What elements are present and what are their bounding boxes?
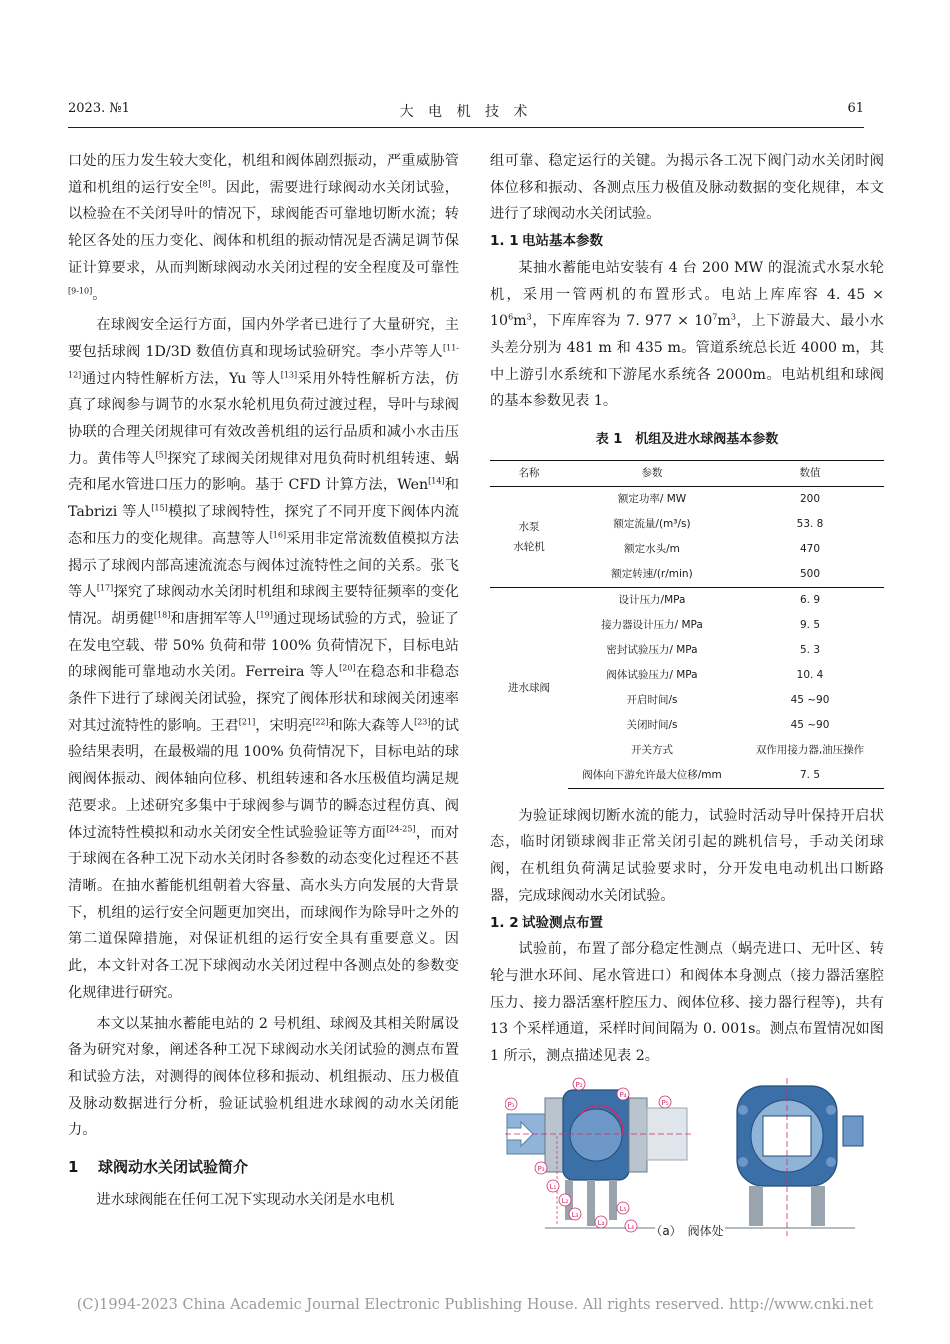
citation: [13] <box>280 369 298 379</box>
text-run: 。 <box>92 286 107 303</box>
bolt <box>738 1105 748 1115</box>
table-cell: 9. 5 <box>799 618 821 631</box>
measurement-point-label: P₃ <box>537 1165 545 1173</box>
table-cell: 额定流量/(m³/s) <box>613 517 691 530</box>
citation: [15] <box>151 503 168 513</box>
citation: [8] <box>199 178 211 188</box>
parameters-table <box>490 460 884 789</box>
figure-caption: （a） 阀体处 <box>650 1224 724 1238</box>
text-run: 探究了球阀动水关闭时机组和球阀主要特征频率的变化情况。胡勇健 <box>68 584 459 627</box>
section-heading <box>68 1154 459 1181</box>
section-title: 球阀动水关闭试验简介 <box>98 1158 249 1177</box>
text-run: 某抽水蓄能电站安装有 4 台 200 MW 的混流式水泵水轮机，采用一管两机的布置形式。电站上库库容 4. 45 × 10 <box>490 259 884 330</box>
citation: [24-25] <box>386 823 416 833</box>
paragraph: 本文以某抽水蓄能电站的 2 号机组、球阀及其相关附属设备为研究对象，阐述各种工况下球阀动水关闭试验的测点布置和试验方法，对测得的阀体位移和振动、机组振动、压力极值及脉动数据进行分析，验证试验机组进水球阀的动水关闭能力。 <box>68 1015 459 1139</box>
left-column <box>68 148 459 1213</box>
text-run: 采用非定常流数值模拟方法揭示了球阀内部高速流流态与阀体过流特性之间的关系。张飞等人 <box>68 530 459 601</box>
column-header: 参数 <box>568 460 736 486</box>
table-cell: 设计压力/MPa <box>568 587 736 613</box>
bolt <box>738 1157 748 1167</box>
table-cell: 5. 3 <box>799 643 821 656</box>
subsection-number: 1. 2 <box>490 914 519 931</box>
subsection-heading <box>490 910 884 937</box>
table-caption: 表 1 机组及进水球阀基本参数 <box>595 432 779 448</box>
copyright-footer: (C)1994-2023 China Academic Journal Electronic Publishing House. All rights reserved. http://www.cnki.net <box>76 1297 874 1313</box>
journal-issue: 2023. №1 <box>68 101 130 116</box>
valve-front-view <box>725 1078 863 1236</box>
text-run: ，宋明亮 <box>255 717 313 734</box>
paragraph: 进水球阀能在任何工况下实现动水关闭是水电机 <box>96 1191 395 1208</box>
citation: [11-12] <box>68 343 459 379</box>
valve-rotor <box>570 1109 622 1161</box>
table-cell: 6. 9 <box>736 587 884 613</box>
unit: m <box>717 313 731 330</box>
table-cell: 额定水头/m <box>624 542 680 555</box>
table-cell: 开启时间/s <box>626 693 678 706</box>
unit: m <box>513 313 527 330</box>
exponent: 3 <box>730 312 736 322</box>
table-row <box>490 587 884 613</box>
column-header: 名称 <box>490 460 568 486</box>
citation: [18] <box>153 610 171 620</box>
text-run: 采用外特性解析方法，仿真了球阀参与调节的水泵水轮机甩负荷过渡过程，导叶与球阀协联的合理关闭规律可有效改善机组的运行品质和减小水击压力。黄伟等人 <box>68 370 459 467</box>
support-leg <box>811 1186 825 1226</box>
page-header <box>68 101 864 121</box>
text-run: 的试验结果表明，在最极端的甩 100% 负荷情况下，目标电站的球阀阀体振动、阀体轴向位移、机组转速和各水压极值均满足规范要求。上述研究多集中于球阀参与调节的瞬态过程仿真、阀体过流特性模拟和动水关闭安全性试验验证等方面 <box>68 717 459 841</box>
text-run: 在稳态和非稳态条件下进行了球阀关闭试验，探究了阀体形状和球阀关闭速率对其过流特性的影响。王君 <box>68 664 459 734</box>
bolt <box>826 1105 836 1115</box>
measurement-point-label: P₂ <box>575 1081 583 1089</box>
subsection-title: 试验测点布置 <box>522 914 603 931</box>
paragraph: 为验证球阀切断水流的能力，试验时活动导叶保持开启状态，临时闭锁球阀非正常关闭引起的跳机信号，手动关闭球阀，在机组负荷满足试验要求时，分开发电电动机出口断路器，完成球阀动水关闭试验。 <box>490 807 884 904</box>
table-cell: 500 <box>799 567 821 580</box>
text-run: 在球阀安全运行方面，国内外学者已进行了大量研究，主要包括球阀 1D/3D 数值仿真和现场试验研究。李小芹等人 <box>68 317 459 360</box>
citation: [23] <box>414 717 431 727</box>
citation: [9-10] <box>68 285 93 295</box>
citation: [20] <box>339 663 356 673</box>
right-column <box>490 148 884 1070</box>
support-leg <box>609 1180 617 1220</box>
table-cell: 关闭时间/s <box>626 718 678 731</box>
actuator-cylinder <box>843 1116 863 1146</box>
table-cell: 额定功率/ MW <box>617 492 687 505</box>
table-cell: 470 <box>799 542 821 555</box>
citation: [14] <box>428 476 445 486</box>
valve-schematic <box>505 1076 867 1241</box>
group-cell: 水泵 水轮机 <box>513 520 545 553</box>
page-number: 61 <box>847 101 864 116</box>
measurement-point-label: P₄ <box>619 1091 627 1099</box>
text-run: 和 Tabrizi 等人 <box>68 477 459 521</box>
table-cell: 双作用接力器,油压操作 <box>755 743 865 756</box>
measurement-point-label: L₄ <box>597 1219 605 1227</box>
measurement-point-label: L₂ <box>561 1197 569 1205</box>
citation: [5] <box>155 450 167 459</box>
literature-review-paragraph <box>68 312 459 1006</box>
text-run: ，下库库容为 7. 977 × 10 <box>531 313 713 330</box>
journal-title: 大 电 机 技 术 <box>399 104 533 120</box>
measurement-point-label: L₅ <box>619 1205 627 1213</box>
subsection-number: 1. 1 <box>490 233 519 250</box>
table-cell: 45 ~90 <box>790 693 830 706</box>
exponent: 7 <box>712 312 718 322</box>
table-body <box>490 486 884 788</box>
subsection-title: 电站基本参数 <box>522 233 603 250</box>
table-cell: 阀体向下游允许最大位移/mm <box>568 763 736 789</box>
table-cell: 7. 5 <box>736 763 884 789</box>
exponent: 3 <box>526 312 532 322</box>
header-divider <box>68 127 864 128</box>
text-run: 通过内特性解析方法，Yu 等人 <box>81 370 281 387</box>
support-leg <box>587 1180 595 1226</box>
text-run: ，而对于球阀在各种工况下动水关闭时各参数的动态变化过程还不甚清晰。在抽水蓄能机组朝着大容量、高水头方向发展的大背景下，机组的运行安全问题更加突出，而球阀作为除导叶之外的第二道保障措施，对保证机组的运行安全具有重要意义。因此，本文针对各工况下球阀动水关闭过程中各测点处的参数变化规律进行研究。 <box>68 824 459 1001</box>
table-cell: 阀体试验压力/ MPa <box>606 668 698 681</box>
paragraph <box>490 255 884 415</box>
text-run: 模拟了球阀特性，探究了不同开度下阀体内流态和压力的变化规律。高慧等人 <box>68 504 459 547</box>
table-cell: 200 <box>799 492 821 505</box>
group-cell: 进水球阀 <box>490 587 568 788</box>
bolt <box>826 1157 836 1167</box>
table-row <box>490 486 884 512</box>
text-run: 。因此，需要进行球阀动水关闭试验，以检验在不关闭导叶的情况下，球阀能否可靠地切断水流；转轮区各处的压力变化、阀体和机组的振动情况是否满足调节保证计算要求，从而判断球阀动水关闭过程的安全程度及可靠性 <box>68 179 459 276</box>
text-run: ，上下游最大、最小水头差分别为 481 m 和 435 m。管道系统总长近 4000 m，其中上游引水系统和下游尾水系统各 2000m。电站机组和球阀的基本参数见表 1。 <box>490 313 884 410</box>
table-header-row <box>490 460 884 486</box>
citation: [22] <box>312 717 329 727</box>
column-header: 数值 <box>736 460 884 486</box>
measurement-point-label: P₁ <box>507 1101 515 1109</box>
table-cell: 10. 4 <box>796 668 824 681</box>
text-run: 探究了球阀关闭规律对甩负荷时机组转速、蜗壳和尾水管进口压力的影响。基于 CFD 计算方法，Wen <box>68 450 459 494</box>
measurement-point-label: P₅ <box>661 1099 669 1107</box>
citation: [19] <box>256 610 273 620</box>
table-cell: 密封试验压力/ MPa <box>606 643 698 656</box>
citation: [21] <box>238 717 256 727</box>
downstream-flange <box>629 1098 647 1172</box>
text-run: 口处的压力发生较大变化，机组和阀体剧烈振动，严重威胁管道和机组的运行安全 <box>68 153 459 196</box>
valve-figure <box>505 1076 867 1241</box>
table-cell: 53. 8 <box>796 517 824 530</box>
text-run: 和陈大森等人 <box>328 717 415 734</box>
table-cell: 开关方式 <box>631 743 673 756</box>
table-cell: 接力器设计压力/ MPa <box>601 618 703 631</box>
table-cell: 额定转速/(r/min) <box>611 567 693 580</box>
measurement-point-label: L₆ <box>627 1223 635 1231</box>
support-leg <box>749 1186 763 1226</box>
exponent: 6 <box>508 312 514 322</box>
citation: [17] <box>96 583 114 593</box>
valve-side-view <box>505 1090 691 1228</box>
paragraph: 试验前，布置了部分稳定性测点（蜗壳进口、无叶区、转轮与泄水环间、尾水管进口）和阀体本身测点（接力器活塞腔压力、接力器活塞杆腔压力、阀体位移、接力器行程等)，共有 13 个采样通道，采样时间间隔为 0. 001s。测点布置情况如图 1 所示，测点描述见表 2。 <box>490 941 884 1065</box>
table-cell: 45 ~90 <box>790 718 830 731</box>
citation: [16] <box>269 530 287 540</box>
text-run: 和唐拥军等人 <box>170 610 257 627</box>
text-run: 通过现场试验的方式，验证了在发电空载、带 50% 负荷和带 100% 负荷情况下，目标电站的球阀能可靠地动水关闭。Ferreira 等人 <box>68 610 459 681</box>
subsection-heading <box>490 228 884 255</box>
measurement-point-label: L₃ <box>571 1211 579 1219</box>
section-number: 1 <box>68 1158 79 1177</box>
paragraph: 组可靠、稳定运行的关键。为揭示各工况下阀门动水关闭时阀体位移和振动、各测点压力极值及脉动数据的变化规律，本文进行了球阀动水关闭试验。 <box>490 153 884 223</box>
upstream-flange <box>545 1098 563 1172</box>
measurement-point-label: L₁ <box>549 1183 557 1191</box>
paragraph <box>68 148 459 308</box>
